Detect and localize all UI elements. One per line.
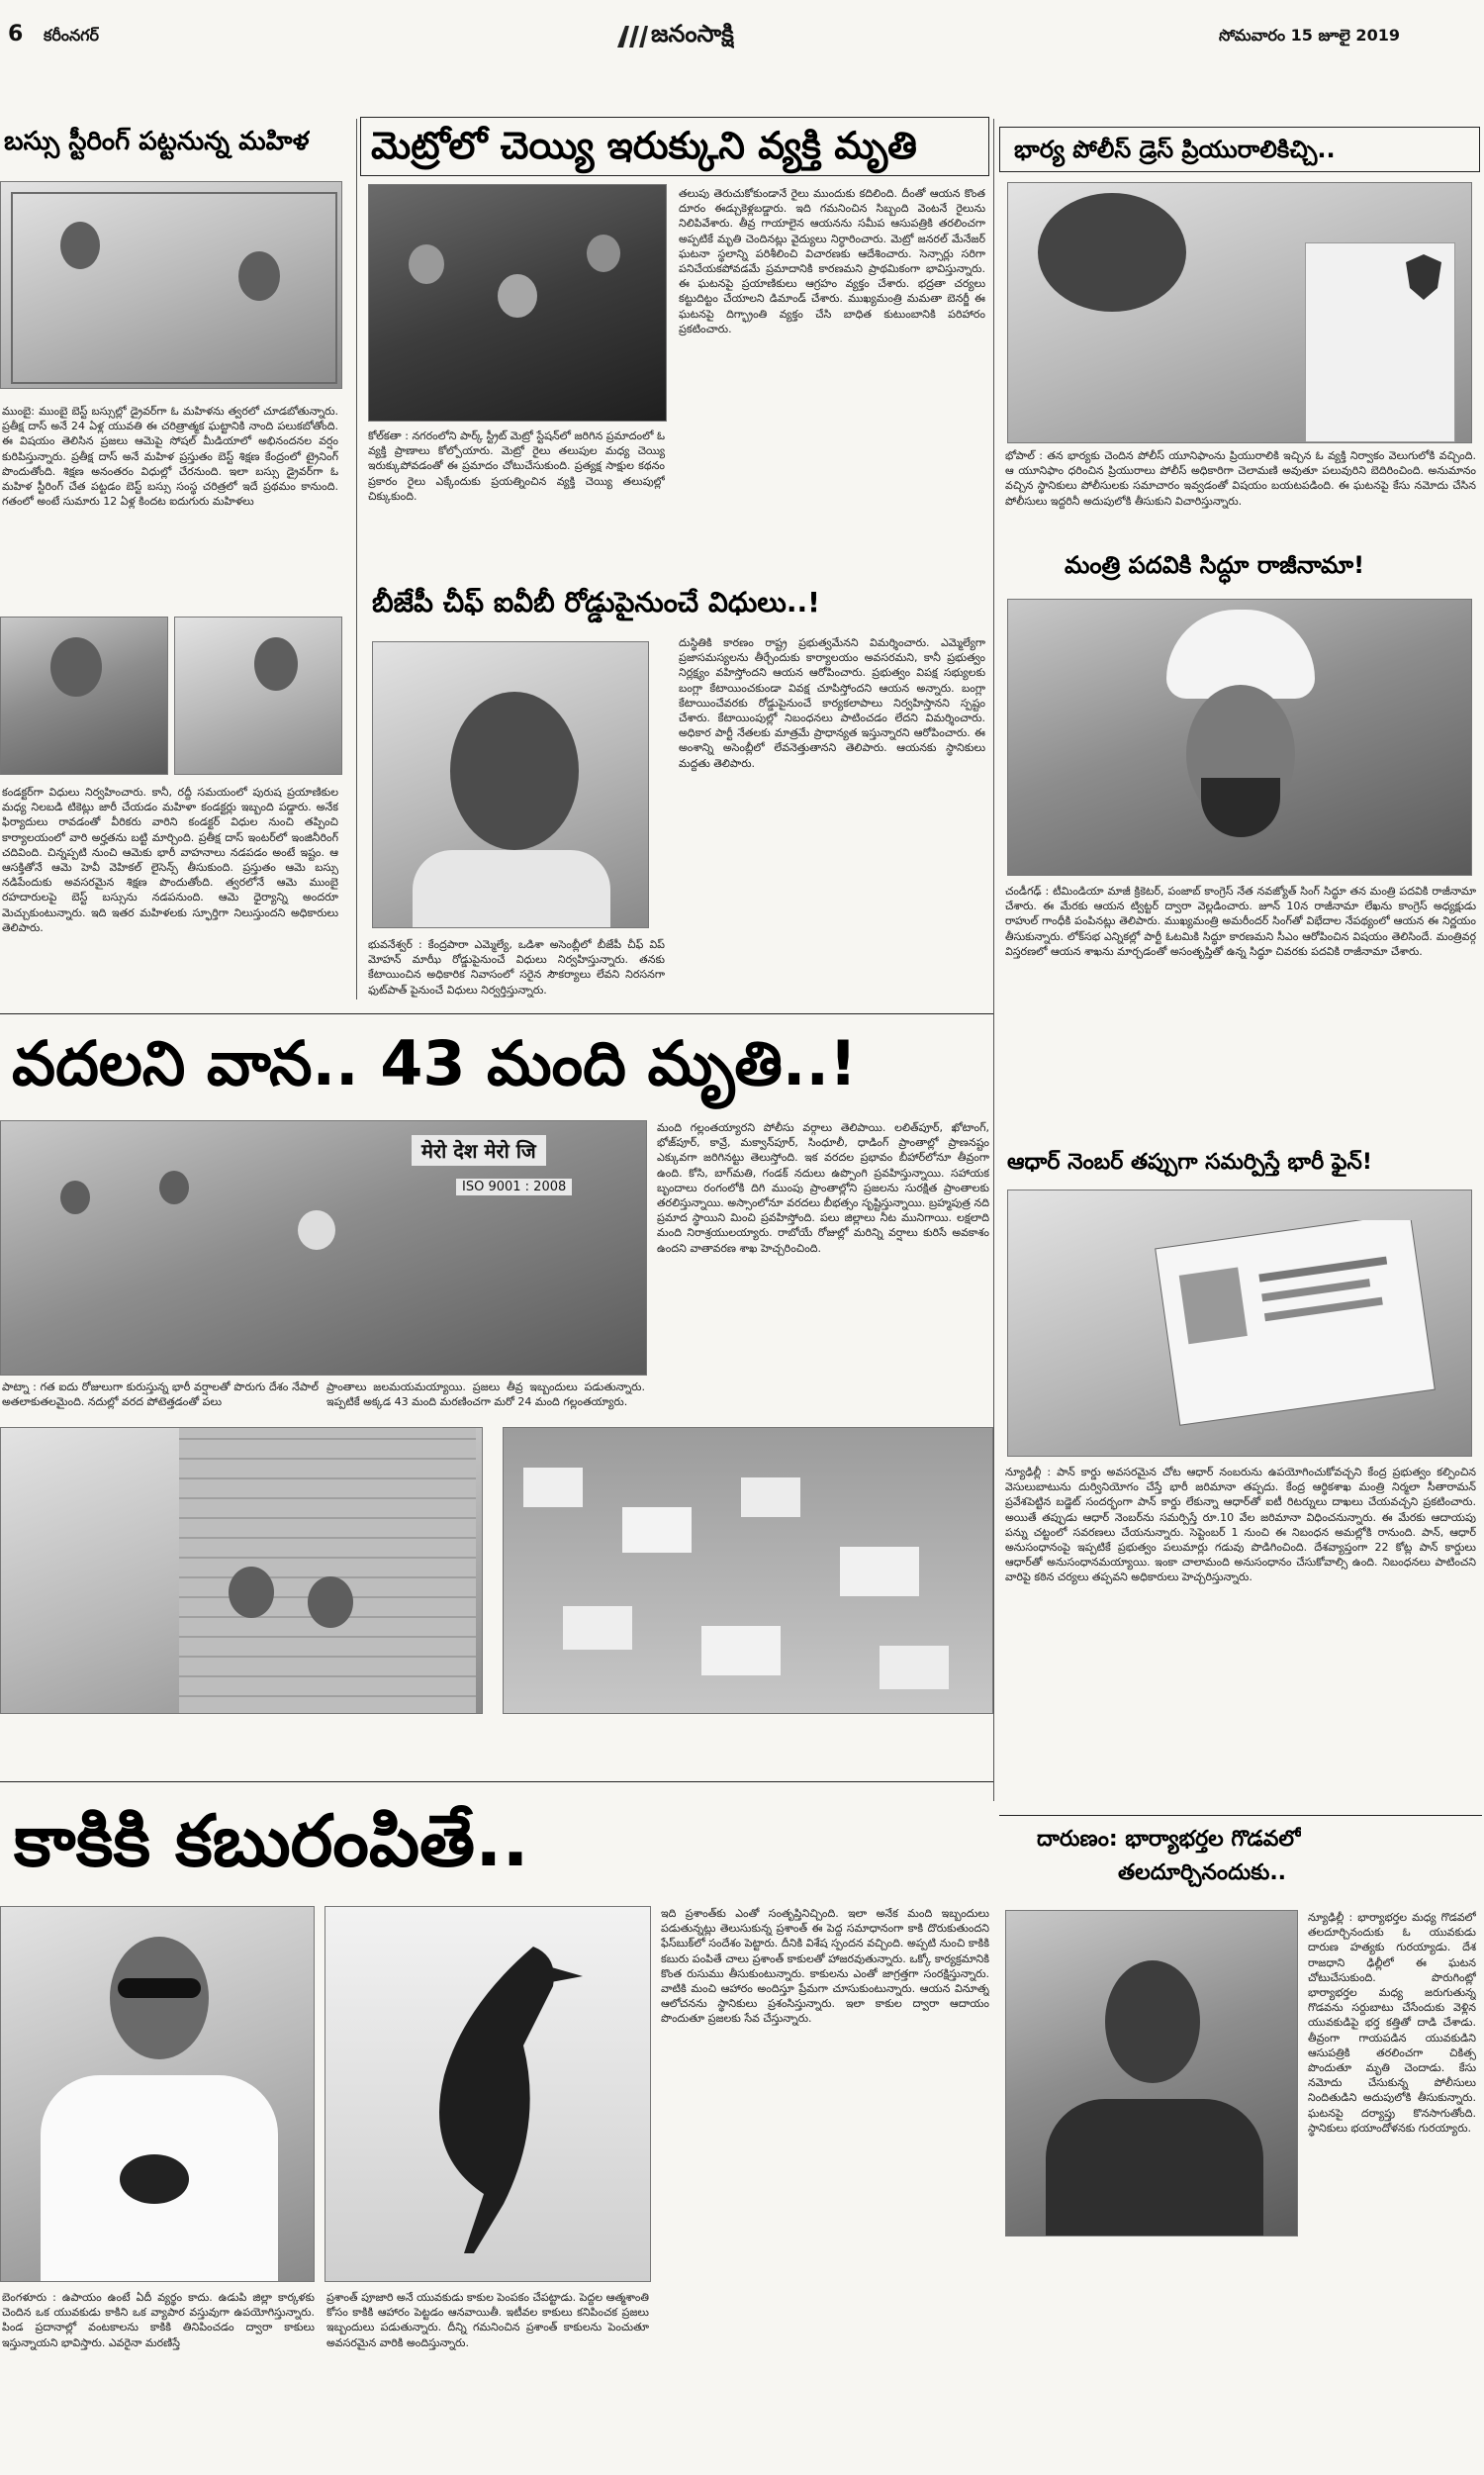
crow-icon: [385, 1927, 603, 2263]
rescue-soldiers-photo: [0, 1120, 647, 1376]
story-headline: బీజేపీ చీఫ్ ఐవీబీ రోడ్డుపైనుంచే విధులు..!: [372, 586, 820, 619]
story-body: పాట్నా : గత ఐదు రోజులుగా కురుస్తున్న భారీ వర్షాలతో పొరుగు దేశం నేపాల్ అతలాకుతలమైంది. నదుల్లో వరద పోటెత్తడంతో పలు: [2, 1380, 319, 1409]
story-body: చండీగఢ్ : టీమిండియా మాజీ క్రికెటర్, పంజాబ్ కాంగ్రెస్ నేత నవజ్యోత్ సింగ్ సిద్ధూ తన మంత్రి పదవికి రాజీనామా చేశారు. ఈ మేరకు ఆయన ట్విట్టర్ ద్వారా వెల్లడించారు. జూన్ 10న రాజీనామా లేఖను కాంగ్రెస్ అధ్యక్షుడు రాహుల్ గాంధీకి పంపినట్లు తెలిపారు. ముఖ్యమంత్రి అమరీందర్ సింగ్‌తో విభేదాల నేపథ్యంలో ఆయన ఈ నిర్ణయం తీసుకున్నారు. లోక్‌సభ ఎన్నికల్లో పార్టీ ఓటమికి సిద్ధూ కారణమని సీఎం ఆరోపించిన విషయం తెలిసిందే. మంత్రివర్గ విస్తరణలో ఆయన శాఖను మార్చడంతో అసంతృప్తితో ఉన్న సిద్ధూ చివరకు పదవికి రాజీనామా చేశారు.: [1005, 885, 1476, 958]
story-headline: మంత్రి పదవికి సిద్ధూ రాజీనామా!: [1065, 551, 1365, 579]
logo: [615, 18, 873, 55]
story-crow-headline: [0, 1781, 993, 1900]
story-body: న్యూఢిల్లీ : పాన్ కార్డు అవసరమైన చోట ఆధార్ నంబరును ఉపయోగించుకోవచ్చని కేంద్ర ప్రభుత్వం కల్పించిన వెసులుబాటును దుర్వినియోగం చేస్తే భారీ జరిమానా తప్పదు. కేంద్ర ఆర్థికశాఖ మంత్రి నిర్మలా సీతారామన్ ప్రవేశపెట్టిన బడ్జెట్ సందర్భంగా పాన్ కార్డు లేకున్నా ఆధార్‌తో ఐటీ రిటర్నులు దాఖలు చేయవచ్చని ప్రకటించారు. అయితే తప్పుడు ఆధార్ నెంబర్‌ను సమర్పిస్తే రూ.10 వేల జరిమానా విధించనున్నారు. ఈ మేరకు ఆదాయపు పన్ను చట్టంలో సవరణలు చేయనున్నారు. సెప్టెంబర్ 1 నుంచి ఈ నిబంధన అమల్లోకి రానుంది. పాన్, ఆధార్ అనుసంధానంపై ఇప్పటికే ప్రభుత్వం పలుమార్లు గడువు పొడిగించింది. దేశవ్యాప్తంగా 22 కోట్ల పాన్ కార్డులు ఆధార్‌తో అనుసంధానమయ్యాయి. ఇంకా చాలామంది అనుసంధానం చేసుకోవాల్సి ఉంది. నిబంధనలు పాటించని వారిపై కఠిన చర్యలు తప్పవని అధికారులు హెచ్చరిస్తున్నారు.: [1005, 1466, 1476, 1584]
metro-crowd-photo: [368, 184, 667, 422]
story-bjp: [360, 586, 993, 1011]
story-headline: వదలని వాన.. 43 మంది మృతి..!: [12, 1027, 858, 1099]
aadhaar-card-icon: [1147, 1220, 1443, 1428]
story-body: భోపాల్ : తన భార్యకు చెందిన పోలీస్ యూనిఫాంను ప్రియురాలికి ఇచ్చిన ఓ వ్యక్తి నిర్వాకం వెలుగులోకి వచ్చింది. ఆ యూనిఫాం ధరించిన ప్రియురాలు పోలీస్ అధికారిగా చెలామణి అవుతూ పలువురిని బెదిరించింది. అనుమానం వచ్చిన స్థానికులు పోలీసులకు సమాచారం ఇవ్వడంతో విషయం బయటపడింది. ఈ ఘటనపై కేసు నమోదు చేసిన పోలీసులు ఇద్దరినీ అదుపులోకి తీసుకుని విచారిస్తున్నారు.: [1005, 449, 1476, 508]
masthead: [0, 0, 1484, 61]
logo-text: జనంసాక్షి: [651, 20, 734, 48]
aadhaar-card-photo: [1007, 1190, 1472, 1457]
story-headline-line2: తలదూర్చినందుకు..: [1118, 1860, 1287, 1885]
story-body: మంది గల్లంతయ్యారని పోలీసు వర్గాలు తెలిపాయి. లలిత్‌పూర్, ఖోటాంగ్, భోజ్‌పూర్, కావ్రే, మక్వాన్‌పూర్, సింధూలీ, ధాడింగ్ ప్రాంతాల్లో ప్రాణనష్టం ఎక్కువగా జరిగినట్టు తెలుస్తోంది. ఇక వరదల ప్రభావం బీహార్‌లోనూ తీవ్రంగా ఉంది. కోసి, బాగ్‌మతి, గండక్ నదులు ఉప్పొంగి ప్రవహిస్తున్నాయి. సహాయక బృందాలు రంగంలోకి దిగి ముంపు ప్రాంతాల్లోని ప్రజలను సురక్షిత ప్రాంతాలకు తరలిస్తున్నాయి. అస్సాంలోనూ వరదలు బీభత్సం సృష్టిస్తున్నాయి. బ్రహ్మపుత్ర నది ప్రమాద స్థాయిని మించి ప్రవహిస్తోంది. పలు జిల్లాలు నీట మునిగాయి. లక్షలాది మంది నిరాశ్రయులయ్యారు. రాబోయే రోజుల్లో మరిన్ని వర్షాలు కురిసే అవకాశం ఉందని వాతావరణ శాఖ హెచ్చరించింది.: [657, 1121, 989, 1255]
banner-iso-text: ISO 9001 : 2008: [456, 1179, 572, 1195]
bus-woman-portrait-photo: [0, 617, 168, 775]
issue-date: సోమవారం 15 జూలై 2019: [1219, 26, 1400, 45]
banner-text: मेरो देश मेरो जि: [412, 1135, 546, 1166]
story-headline: ఆధార్ నెంబర్ తప్పుగా సమర్పిస్తే భారీ ఫైన్!: [1007, 1150, 1372, 1175]
bus-woman-photo: [0, 181, 342, 389]
section-name: కరీంనగర్: [44, 26, 100, 45]
story-body: తలుపు తెరుచుకోకుండానే రైలు ముందుకు కదిలింది. దీంతో ఆయన కొంత దూరం ఈడ్చుకెళ్లబడ్డారు. ఇది గమనించిన సిబ్బంది వెంటనే రైలును నిలిపివేశారు. తీవ్ర గాయాలైన ఆయనను సమీప ఆసుపత్రికి తరలించగా అప్పటికే మృతి చెందినట్లు వైద్యులు నిర్ధారించారు. మెట్రో జనరల్ మేనేజర్ ఘటనా స్థలాన్ని పరిశీలించి విచారణకు ఆదేశించారు. సెన్సార్లు సరిగా పనిచేయకపోవడమే ప్రమాదానికి కారణమని ప్రాథమికంగా భావిస్తున్నారు. ఈ ఘటనపై ప్రయాణికులు ఆగ్రహం వ్యక్తం చేశారు. భద్రతా చర్యలు కట్టుదిట్టం చేయాలని డిమాండ్ చేశారు. ముఖ్యమంత్రి మమతా బెనర్జీ ఈ ఘటనపై దిగ్భ్రాంతి వ్యక్తం చేసి బాధిత కుటుంబానికి పరిహారం ప్రకటించారు.: [679, 187, 985, 335]
crow-keeper-photo: [0, 1906, 315, 2282]
story-body: కండక్టర్‌గా విధులు నిర్వహించారు. కానీ, రద్దీ సమయంలో పురుష ప్రయాణికుల మధ్య నిలబడి టికెట్లు జారీ చేయడం మహిళా కండక్టర్లు ఇబ్బంది పడ్డారు. అనేక ఫిర్యాదులు రావడంతో వీరికరు వారిని కండక్టర్ విధుల నుంచి తప్పించి కార్యాలయంలో వారి అర్హతను బట్టి మార్చింది. ప్రతీక్ష దాస్ ఇంటర్‌లో ఇంజినీరింగ్ చదివింది. చిన్నప్పటి నుంచి ఆమెకు భారీ వాహనాలు నడపడం అంటే ఇష్టం. ఆ ఆసక్తితోనే ఆమె హెవీ వెహికల్ లైసెన్స్ తీసుకుంది. ప్రస్తుతం ఆమె బస్సు నడిపేందుకు అవసరమైన శిక్షణ పొందుతోంది. త్వరలోనే ఆమె ముంబై రహదారులపై బెస్ట్ బస్సును నడపనుంది. ఆమె ధైర్యాన్ని అందరూ మెచ్చుకుంటున్నారు. ఇది ఇతర మహిళలకు స్ఫూర్తిగా నిలుస్తుందని అధికారులు తెలిపారు.: [2, 786, 338, 934]
story-body: దుస్థితికి కారణం రాష్ట్ర ప్రభుత్వమేనని విమర్శించారు. ఎమ్మెల్యేగా ప్రజాసమస్యలను తీర్చేందుకు కార్యాలయం అవసరమని, కానీ ప్రభుత్వం నిర్లక్ష్యం వహిస్తోందని ఆయన ఆరోపించారు. ప్రభుత్వం విపక్ష సభ్యులకు బంగ్లా కేటాయించకుండా వివక్ష చూపిస్తోందని ఆయన అన్నారు. బంగ్లా కేటాయించేవరకు రోడ్డుపైనుంచే కార్యకలాపాలు నిర్వహిస్తానని స్పష్టం చేశారు. కేటాయింపుల్లో నిబంధనలు పాటించడం లేదని విమర్శించారు. అధికార పార్టీ నేతలకు మాత్రమే ప్రాధాన్యత ఇస్తున్నారని ఆరోపించారు. ఈ అంశాన్ని అసెంబ్లీలో లేవనెత్తుతానని తెలిపారు. ఆయనకు స్థానికులు మద్దతు తెలిపారు.: [679, 636, 985, 770]
bjp-leader-photo: [372, 641, 649, 928]
story-headline: బస్సు స్టీరింగ్ పట్టనున్న మహిళ: [4, 127, 310, 156]
crow-bird-photo: [325, 1906, 651, 2282]
story-headline: భార్య పోలీస్ డ్రెస్ ప్రియురాలికిచ్చి..: [1014, 136, 1336, 163]
story-body: కోల్‌కతా : నగరంలోని పార్క్ స్ట్రీట్ మెట్రో స్టేషన్‌లో జరిగిన ప్రమాదంలో ఓ వ్యక్తి ప్రాణాలు కోల్పోయారు. మెట్రో రైలు తలుపుల మధ్య చెయ్యి ఇరుక్కుపోవడంతో ఈ ప్రమాదం చోటుచేసుకుంది. ప్రత్యక్ష సాక్షుల కథనం ప్రకారం రైలు ఎక్కేందుకు ప్రయత్నించిన వ్యక్తి చెయ్యి తలుపుల్లో చిక్కుకుంది.: [368, 429, 665, 503]
story-body: ముంబై: ముంబై బెస్ట్ బస్సుల్లో డ్రైవర్‌గా ఓ మహిళను త్వరలో చూడబోతున్నారు. ప్రతీక్ష దాస్ అనే 24 ఏళ్ల యువతి ఈ చరిత్రాత్మక ఘట్టానికి నాంది పలుకబోతోంది. ఈ విషయం తెలిసిన ప్రజలు ఆమెపై సోషల్ మీడియాలో అభినందనల వర్షం కురిపిస్తున్నారు. ప్రతీక్ష దాస్ అనే మహిళ ప్రస్తుతం బెస్ట్ శిక్షణ కేంద్రంలో ట్రైనింగ్ పొందుతోంది. శిక్షణ అనంతరం విధుల్లో చేరనుంది. ఇలా బస్సు డ్రైవర్‌గా ఓ మహిళ స్టీరింగ్ చేత పట్టడం బెస్ట్ బస్సు సంస్థ చరిత్రలో ఇదే ప్రథమం కానుంది. గతంలో అంటే సుమారు 12 ఏళ్ల కిందట ఐదుగురు మహిళలు: [2, 405, 338, 509]
story-rain-headline: [0, 1013, 993, 1112]
story-metro: [360, 107, 993, 626]
story-crow: [0, 1906, 993, 2470]
story-headline: కాకికి కబురంపితే..: [14, 1799, 529, 1882]
story-sidhu: [999, 549, 1482, 1133]
woman-scooter-photo: [174, 617, 342, 775]
story-bus-woman: [0, 67, 354, 1007]
story-body: బెంగళూరు : ఉపాయం ఉంటే ఏదీ వ్యర్థం కాదు. ఉడుపి జిల్లా కార్కళకు చెందిన ఒక యువకుడు కాకిని ఒక వ్యాపార వస్తువుగా ఉపయోగిస్తున్నారు. పిండ ప్రదానాల్లో వంటకాలను కాకికి తినిపించడం ద్వారా కాకులు ఇస్తున్నాయని భావిస్తారు. ఎవరైనా మరణిస్తే: [2, 2291, 315, 2349]
story-aadhaar: [999, 1146, 1482, 1809]
headline-box: [360, 117, 989, 176]
page-number: 6: [8, 22, 24, 47]
story-headline: మెట్రోలో చెయ్యి ఇరుక్కుని వ్యక్తి మృతి: [371, 124, 917, 167]
story-body: ఇది ప్రశాంత్‌కు ఎంతో సంతృప్తినిచ్చింది. ఇలా అనేక మంది ఇబ్బందులు పడుతున్నట్లు తెలుసుకున్న ప్రశాంత్ ఈ పెద్ద సమాధానంగా కాకి దొరుకుతుందని ఫేస్‌బుక్‌లో సందేశం పెట్టారు. దీనికి విశేష స్పందన వచ్చింది. అప్పటి నుంచి కాకికి కబురు పంపితే చాలు ప్రశాంత్ కాకులతో హాజరవుతున్నారు. ఒక్కో కార్యక్రమానికి కొంత రుసుము తీసుకుంటున్నారు. కాకులను ఎంతో జాగ్రత్తగా సంరక్షిస్తున్నారు. వాటికి మంచి ఆహారం అందిస్తూ ప్రేమగా చూసుకుంటున్నారు. ఆయన వినూత్న ఆలోచనను స్థానికులు ప్రశంసిస్తున్నారు. ఇలా కాకుల ద్వారా ఆదాయం పొందుతూ ప్రజలకు సేవ చేస్తున్నారు.: [661, 1907, 989, 2026]
story-body: ప్రాంతాలు జలమయమయ్యాయి. ప్రజలు తీవ్ర ఇబ్బందులు పడుతున్నారు. ఇప్పటికే అక్కడ 43 మంది మరణించగా మరో 24 మంది గల్లంతయ్యారు.: [326, 1380, 645, 1409]
story-couple: [999, 1815, 1482, 2470]
headline-box: [999, 127, 1480, 172]
logo-icon: [615, 22, 649, 51]
story-body: భువనేశ్వర్ : కేంద్రపారా ఎమ్మెల్యే, ఒడిశా అసెంబ్లీలో బీజేపీ చీఫ్ విప్ మోహన్ మాఝీ రోడ్డుపైనుంచే విధులు నిర్వహిస్తున్నారు. తనకు కేటాయించిన అధికారిక నివాసంలో సరైన సౌకర్యాలు లేవని నిరసనగా ఫుట్‌పాత్ పైనుంచే విధులు నిర్వర్తిస్తున్నారు.: [368, 938, 665, 997]
story-headline: దారుణం: భార్యాభర్తల గొడవలో: [1037, 1827, 1302, 1852]
story-rain: [0, 1120, 993, 1773]
story-body: ప్రశాంత్ పూజారి అనే యువకుడు కాకుల పెంపకం చేపట్టాడు. పెద్దల ఆత్మశాంతి కోసం కాకికి ఆహారం పెట్టడం ఆనవాయితీ. ఇటీవల కాకులు కనిపించక ప్రజలు ఇబ్బందులు పడుతున్నారు. దీన్ని గమనించిన ప్రశాంత్ కాకులను పెంచుతూ అవసరమైన వారికి అందిస్తున్నారు.: [326, 2291, 649, 2349]
police-uniform-photo: [1007, 182, 1472, 443]
police-badge-icon: [1404, 252, 1443, 302]
sidhu-photo: [1007, 599, 1472, 876]
story-police-dress: [999, 127, 1482, 547]
flooded-town-photo: [503, 1427, 993, 1714]
flood-child-photo: [0, 1427, 483, 1714]
story-body: న్యూఢిల్లీ : భార్యాభర్తల మధ్య గొడవలో తలదూర్చినందుకు ఓ యువకుడు దారుణ హత్యకు గురయ్యాడు. దేశ రాజధాని ఢిల్లీలో ఈ ఘటన చోటుచేసుకుంది. పొరుగింట్లో భార్యాభర్తల మధ్య జరుగుతున్న గొడవను సర్దుబాటు చేసేందుకు వెళ్లిన యువకుడిపై భర్త కత్తితో దాడి చేశాడు. తీవ్రంగా గాయపడిన యువకుడిని ఆసుపత్రికి తరలించగా చికిత్స పొందుతూ మృతి చెందాడు. కేసు నమోదు చేసుకున్న పోలీసులు నిందితుడిని అదుపులోకి తీసుకున్నారు. ఘటనపై దర్యాప్తు కొనసాగుతోంది. స్థానికులు భయాందోళనకు గురయ్యారు.: [1308, 1911, 1476, 2135]
